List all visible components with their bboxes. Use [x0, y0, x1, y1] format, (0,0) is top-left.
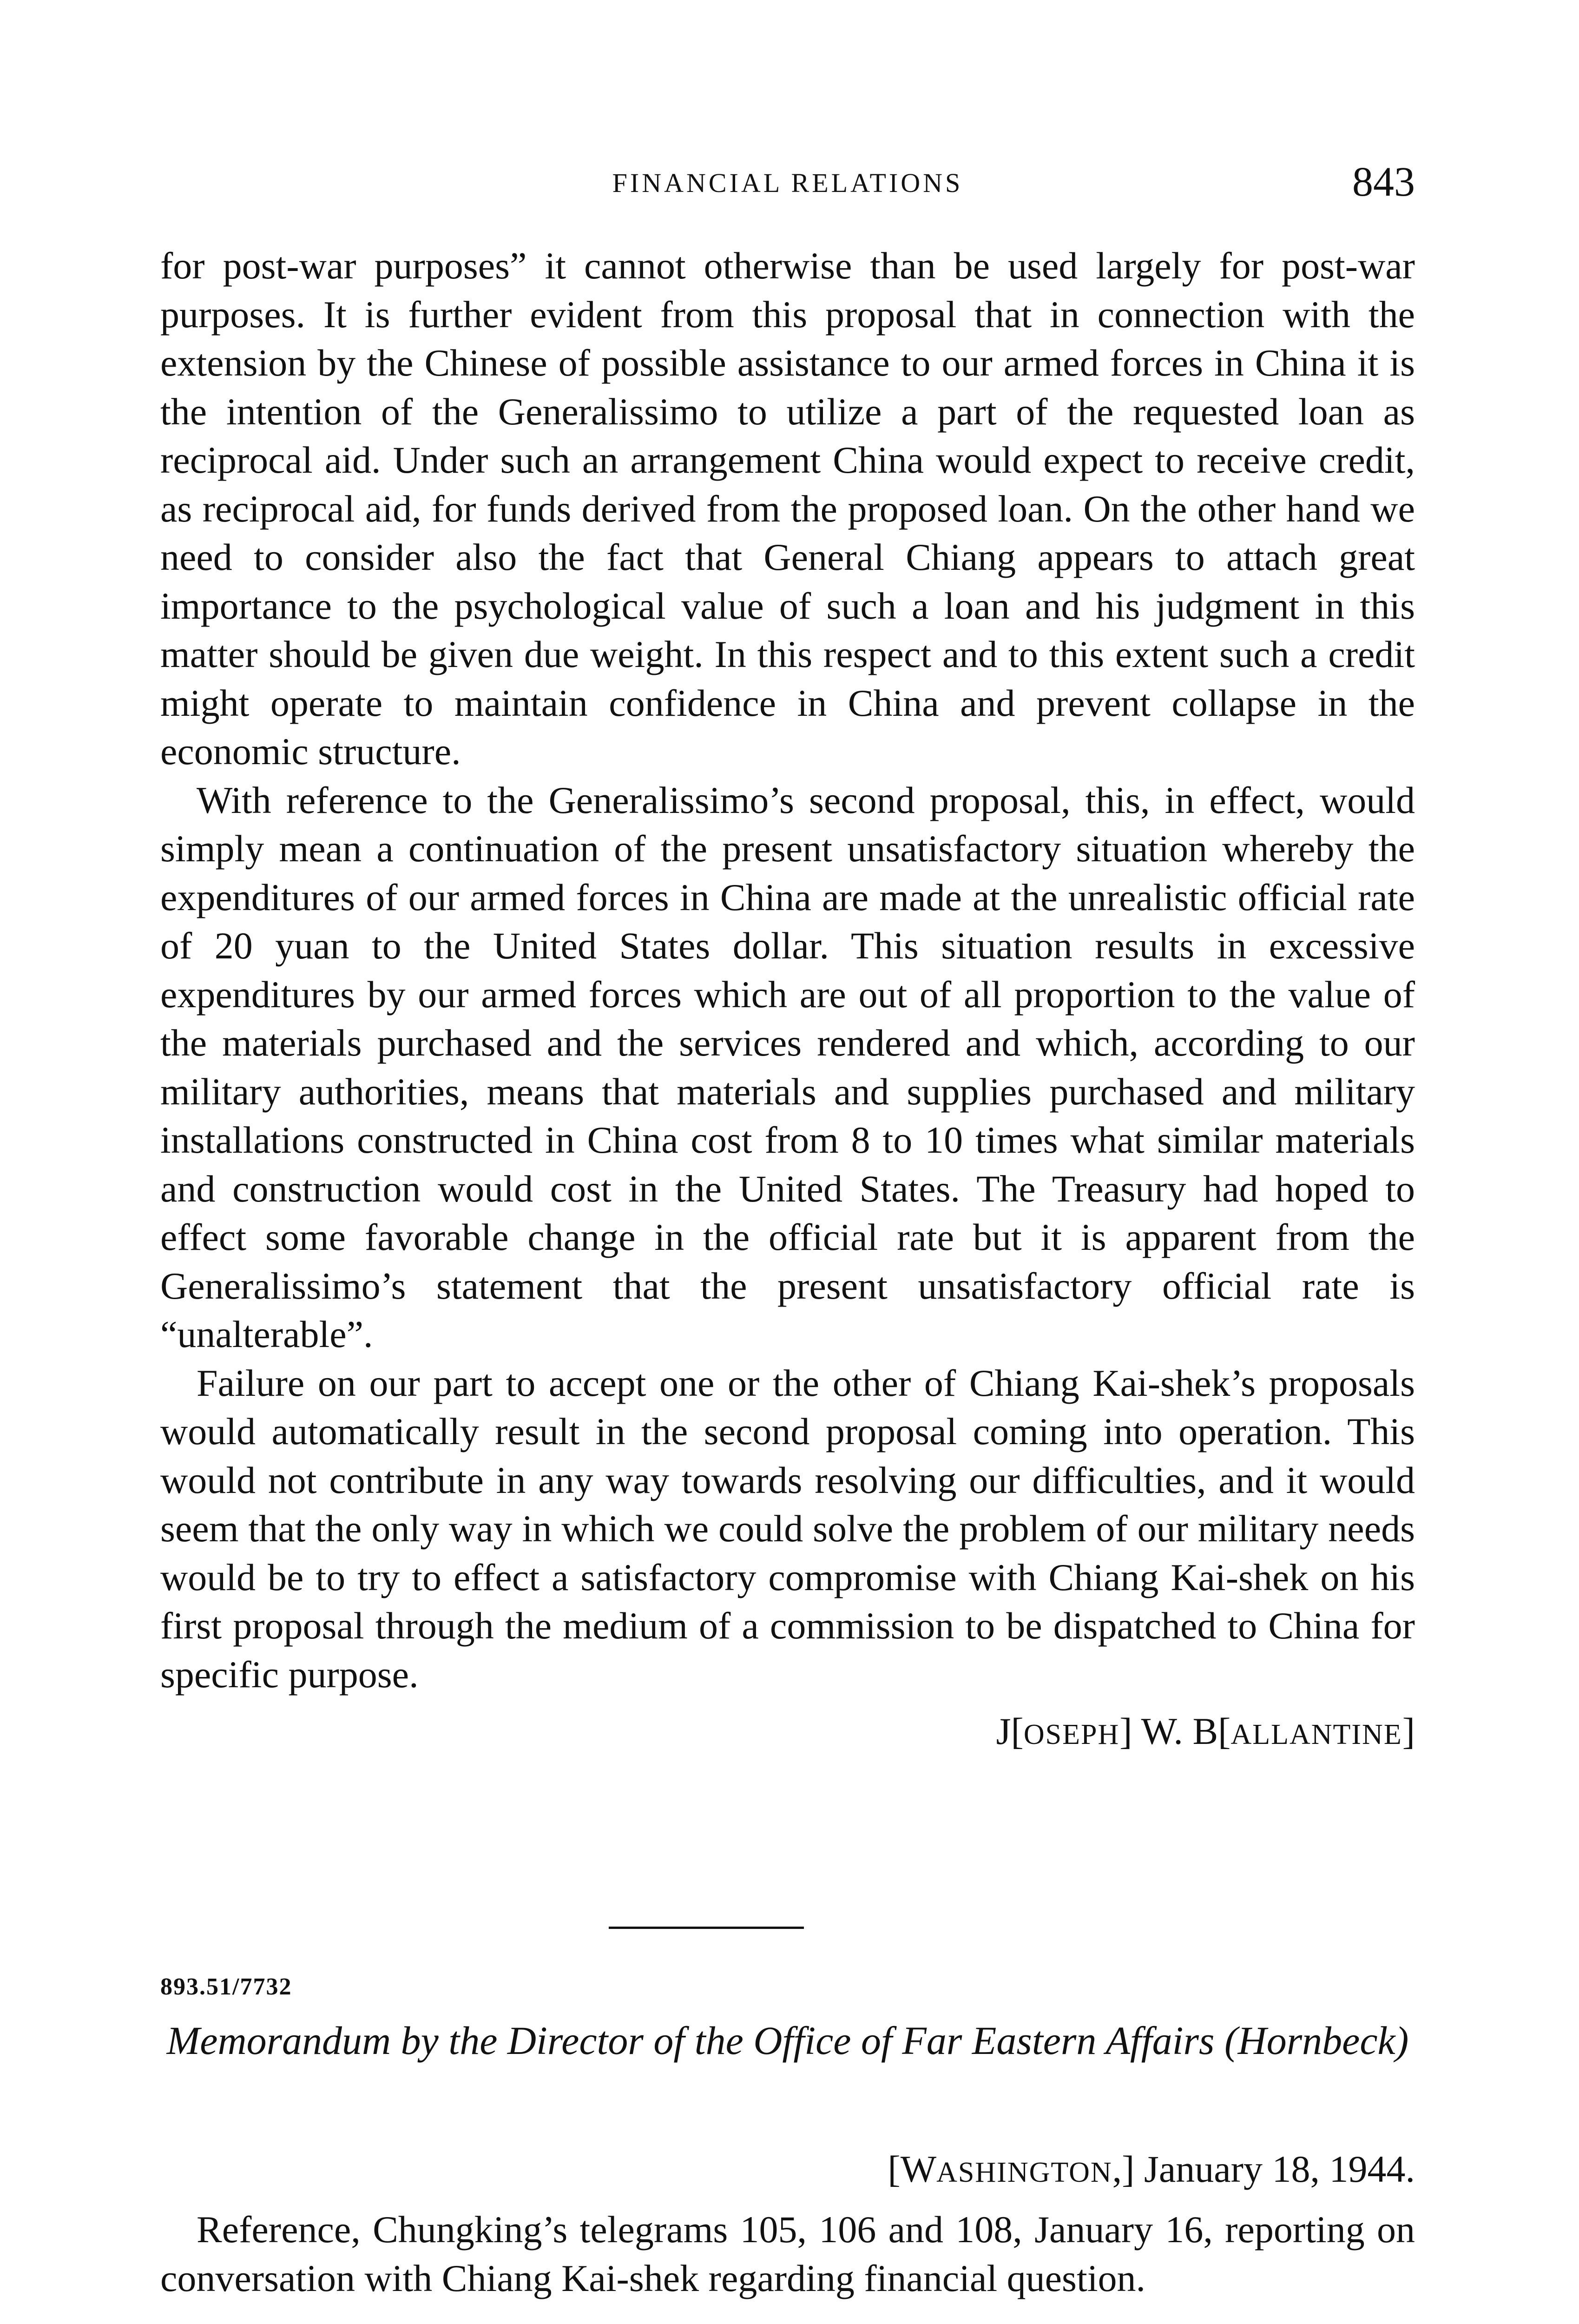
signature-bracket-open-first: [: [1011, 1710, 1024, 1752]
signature-initial-last: B: [1192, 1710, 1218, 1752]
memo-title: Memorandum by the Director of the Office of Far Eastern Affairs (Hornbeck): [166, 2018, 1409, 2063]
paragraph-2: With reference to the Generalissimo’s second proposal, this, in effect, would simply mean a continuation of the present unsatisfactory situation whereby the expenditures of our armed forces in China are made at the unrealistic official rate of 20 yuan to the United States dollar. This situation results in excessive expenditures by our armed forces which are out of all proportion to the value of the materials purchased and the services rendered and which, according to our military authorities, means that materials and supplies purchased and military installations constructed in China cost from 8 to 10 times what similar materials and construction would cost in the United States. The Treasury had hoped to effect some favorable change in the official rate but it is apparent from the Generalissimo’s statement that the present unsatisfactory official rate is “unalterable”.: [160, 779, 1415, 1355]
running-title: FINANCIAL RELATIONS: [612, 168, 963, 198]
memo-dateline: [888, 2147, 1415, 2191]
signature-last-name: ALLANTINE: [1230, 1719, 1402, 1750]
signature-bracket-close-last: ]: [1402, 1710, 1415, 1752]
dateline-date: January 18, 1944.: [1134, 2148, 1415, 2190]
signature-initial-first: J: [996, 1710, 1011, 1752]
running-head: [160, 158, 1415, 209]
memo-body: Reference, Chungking’s telegrams 105, 106 and 108, January 16, reporting on conversation with Chiang Kai-shek regarding financial question.: [160, 2208, 1415, 2299]
memorandum-continuation: [160, 242, 1415, 1759]
signature-bracket-close-first: ]: [1119, 1710, 1132, 1752]
dateline-place-initial: W: [900, 2148, 937, 2190]
signature-bracket-open-last: [: [1218, 1710, 1231, 1752]
paragraph-3: Failure on our part to accept one or the other of Chiang Kai-shek’s proposals would automatically result in the second proposal coming into operation. This would not contribute in any way towards resolving our difficulties, and it would seem that the only way in which we could solve the problem of our military needs would be to try to effect a satisfactory compromise with Chiang Kai-shek on his first proposal through the medium of a commission to be dispatched to China for specific purpose.: [160, 1361, 1415, 1696]
file-number: 893.51/7732: [160, 1974, 292, 2000]
page-number: 843: [1352, 159, 1415, 205]
dateline-place: ASHINGTON: [936, 2157, 1112, 2188]
signature-middle-initial: W.: [1132, 1710, 1193, 1752]
dateline-bracket-close: ,]: [1112, 2148, 1135, 2190]
section-divider: [609, 1927, 804, 1929]
paragraph-1: for post-war purposes” it cannot otherwise than be used largely for post-war purposes. It is further evident from this proposal that in connection with the extension by the Chinese of possible assistance to our armed forces in China it is the intention of the Generalissimo to utilize a part of the requested loan as reciprocal aid. Under such an arrangement China would expect to receive credit, as reciprocal aid, for funds derived from the proposed loan. On the other hand we need to consider also the fact that General Chiang appears to attach great importance to the psychological value of such a loan and his judgment in this matter should be given due weight. In this respect and to this extent such a credit might operate to maintain confidence in China and prevent collapse in the economic structure.: [160, 244, 1415, 772]
signature-first-name: OSEPH: [1023, 1719, 1120, 1750]
dateline-bracket-open: [: [888, 2148, 901, 2190]
signature: [160, 1707, 1415, 1759]
